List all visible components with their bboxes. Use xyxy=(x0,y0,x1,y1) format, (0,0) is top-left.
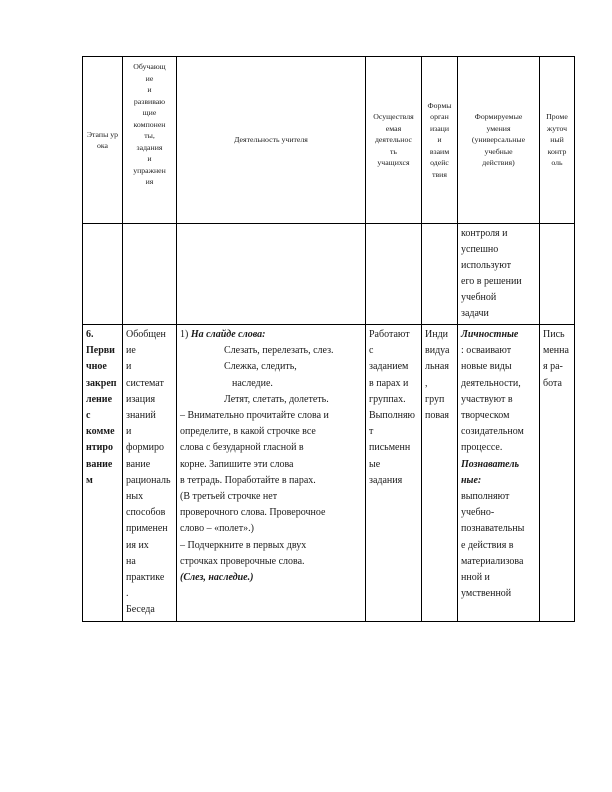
personal-skills-line: новые виды xyxy=(461,361,512,373)
teacher-text-line: определите, в какой строчке все xyxy=(180,426,316,438)
stage-line: ление xyxy=(86,393,113,405)
header-control-line: ный xyxy=(550,135,564,145)
poem-line: Слежка, следить, xyxy=(224,361,297,373)
teacher-text-line: слова с безударной гласной в xyxy=(180,442,304,454)
cont-students-cell xyxy=(366,224,422,325)
header-stages-text: Этапы урока xyxy=(86,129,119,150)
cont-skills-line: его в решении xyxy=(461,276,522,287)
cognitive-skills-line: познавательны xyxy=(461,523,525,535)
header-tasks-line: ты, xyxy=(144,131,155,140)
control-line: я ра- xyxy=(543,361,563,373)
header-forms-line: Формы xyxy=(427,100,452,110)
tasks-cell xyxy=(123,325,177,622)
students-line: заданием xyxy=(369,361,409,373)
header-forms-line: одейс xyxy=(430,158,449,168)
stage-line: м xyxy=(86,474,93,486)
teacher-text-line: – Внимательно прочитайте слова и xyxy=(180,410,329,422)
stage-line: Перви xyxy=(86,345,115,357)
header-tasks-line: щие xyxy=(142,108,157,117)
header-skills xyxy=(458,57,540,224)
forms-line: , xyxy=(425,377,428,389)
header-students-line: ть xyxy=(390,146,397,156)
header-control-line: контр xyxy=(547,146,567,156)
header-tasks-line: ие xyxy=(145,73,154,83)
students-line: т xyxy=(369,426,374,438)
header-tasks-line: компонен xyxy=(133,119,166,129)
header-tasks-line: ия xyxy=(145,177,154,186)
students-line: Работают xyxy=(369,329,410,340)
forms-line: груп xyxy=(425,393,445,405)
cont-skills-line: используют xyxy=(461,260,512,271)
cognitive-skills-line: учебно- xyxy=(461,507,495,519)
cont-skills-line: задачи xyxy=(461,308,489,319)
tasks-line: Беседа xyxy=(126,604,155,616)
students-line: в парах и xyxy=(369,377,409,389)
poem-line: наследие. xyxy=(232,377,273,389)
header-skills-line: умения xyxy=(486,123,511,133)
cont-skills-line: контроля и xyxy=(461,228,508,239)
header-tasks-line: развиваю xyxy=(133,96,166,106)
cont-stages-cell xyxy=(83,224,123,325)
header-students xyxy=(366,57,422,224)
teacher-text-line: проверочного слова. Проверочное xyxy=(180,507,326,519)
tasks-line: и xyxy=(126,426,132,438)
students-line: с xyxy=(369,345,374,357)
header-stages xyxy=(83,57,123,224)
cognitive-skills-label: ные: xyxy=(461,474,482,486)
tasks-line: системат xyxy=(126,377,164,389)
tasks-line: вание xyxy=(126,458,151,470)
tasks-line: ия их xyxy=(126,539,149,551)
cognitive-skills-line: материализова xyxy=(461,555,524,567)
lesson-plan-table xyxy=(82,56,575,622)
header-forms xyxy=(422,57,458,224)
forms-line: повая xyxy=(425,410,449,422)
stage-6-row xyxy=(83,325,575,622)
forms-line: Инди xyxy=(425,329,449,340)
tasks-line: . xyxy=(126,588,129,600)
header-students-line: Осуществля xyxy=(373,112,414,122)
header-tasks-line: задания xyxy=(136,142,163,152)
personal-skills-line: участвуют в xyxy=(461,393,513,405)
header-control-line: жуточ xyxy=(546,123,568,133)
cont-control-cell xyxy=(540,224,575,325)
cognitive-skills-line: выполняют xyxy=(461,491,510,503)
students-line: письменн xyxy=(369,442,411,454)
teacher-text-line: слово – «полет».) xyxy=(180,523,254,535)
students-line: группах. xyxy=(369,393,406,405)
personal-skills-line: творческом xyxy=(461,410,510,422)
personal-skills-line: процессе. xyxy=(461,442,503,454)
header-forms-line: орган xyxy=(430,112,449,122)
control-line: менна xyxy=(543,345,569,357)
cont-forms-cell xyxy=(422,224,458,325)
personal-skills-line: : осваивают xyxy=(461,345,512,357)
personal-skills-line: деятельности, xyxy=(461,377,521,389)
header-forms-line: твия xyxy=(432,169,447,179)
tasks-line: ных xyxy=(126,491,144,503)
cont-teacher-cell xyxy=(177,224,366,325)
personal-skills-label: Личностные xyxy=(461,329,519,340)
cont-skills-line: учебной xyxy=(461,292,497,303)
teacher-text-line: (В третьей строчке нет xyxy=(180,491,278,503)
cont-skills-line: успешно xyxy=(461,244,499,255)
cont-skills-cell xyxy=(458,224,540,325)
forms-line: видуа xyxy=(425,345,450,357)
header-forms-line: изаци xyxy=(429,123,450,133)
control-cell xyxy=(540,325,575,622)
personal-skills-line: созидательном xyxy=(461,426,524,438)
header-students-line: учащихся xyxy=(377,158,410,168)
teacher-intro-number: 1) xyxy=(180,329,191,340)
teacher-intro-italic: На слайде слова: xyxy=(190,329,266,340)
continuation-row xyxy=(83,224,575,325)
cognitive-skills-line: нной и xyxy=(461,572,490,584)
tasks-line: Обобщен xyxy=(126,329,166,340)
tasks-line: и xyxy=(126,361,132,373)
teacher-intro xyxy=(180,327,362,343)
stage-line: с xyxy=(86,410,91,422)
forms-cell xyxy=(422,325,458,622)
header-tasks-line: Обучающ xyxy=(133,62,166,71)
tasks-line: формиро xyxy=(126,442,165,454)
teacher-answer: (Слез, наследие.) xyxy=(180,572,254,584)
cognitive-skills-line: е действия в xyxy=(461,539,514,551)
stage-line: закреп xyxy=(86,377,117,389)
header-students-line: деятельнос xyxy=(374,135,413,145)
stage-line: комме xyxy=(86,426,115,438)
control-line: Пись xyxy=(543,329,565,340)
teacher-cell xyxy=(177,325,366,622)
skills-cell xyxy=(458,325,540,622)
tasks-line: изация xyxy=(126,393,156,405)
header-tasks-line: и xyxy=(147,154,152,163)
teacher-text-line: строчках проверочные слова. xyxy=(180,555,305,567)
teacher-text-line: – Подчеркните в первых двух xyxy=(180,539,307,551)
header-tasks-line: и xyxy=(147,85,152,94)
stage-line: вание xyxy=(86,458,113,470)
tasks-line: рациональ xyxy=(126,474,171,486)
header-control-line: Проме xyxy=(546,112,568,122)
stage-cell xyxy=(83,325,123,622)
students-line: Выполняю xyxy=(369,410,416,422)
header-skills-line: учебные xyxy=(484,146,513,156)
header-teacher-text: Деятельность учителя xyxy=(234,135,308,145)
cont-tasks-cell xyxy=(123,224,177,325)
teacher-text-line: в тетрадь. Поработайте в парах. xyxy=(180,474,316,486)
tasks-line: применен xyxy=(126,523,168,535)
stage-line: 6. xyxy=(86,329,94,340)
header-control-line: оль xyxy=(551,158,563,168)
tasks-line: на xyxy=(126,555,136,567)
header-row xyxy=(83,57,575,224)
header-tasks xyxy=(123,57,177,224)
header-forms-line: и xyxy=(437,135,442,145)
students-cell xyxy=(366,325,422,622)
control-line: бота xyxy=(543,377,562,389)
forms-line: льная xyxy=(425,361,449,373)
poem-line: Слезать, перелезать, слез. xyxy=(224,345,334,357)
tasks-line: знаний xyxy=(126,410,156,422)
students-line: задания xyxy=(369,474,403,486)
header-skills-line: Формируемые xyxy=(474,112,523,122)
header-skills-line: действия) xyxy=(482,158,515,168)
poem-line: Летят, слетать, долететь. xyxy=(224,393,329,405)
tasks-line: способов xyxy=(126,507,166,519)
header-teacher xyxy=(177,57,366,224)
stage-line: нтиро xyxy=(86,442,113,454)
cognitive-skills-line: умственной xyxy=(461,588,512,600)
tasks-line: ие xyxy=(126,345,136,357)
header-control xyxy=(540,57,575,224)
header-students-line: емая xyxy=(385,123,402,133)
teacher-text-line: корне. Запишите эти слова xyxy=(180,458,294,470)
students-line: ые xyxy=(369,458,381,470)
cognitive-skills-label: Познаватель xyxy=(461,458,520,470)
header-tasks-line: упражнен xyxy=(133,165,166,175)
header-skills-line: (универсальные xyxy=(471,135,526,145)
stage-line: чное xyxy=(86,361,107,373)
header-forms-line: взаим xyxy=(429,146,450,156)
tasks-line: практике xyxy=(126,572,165,584)
